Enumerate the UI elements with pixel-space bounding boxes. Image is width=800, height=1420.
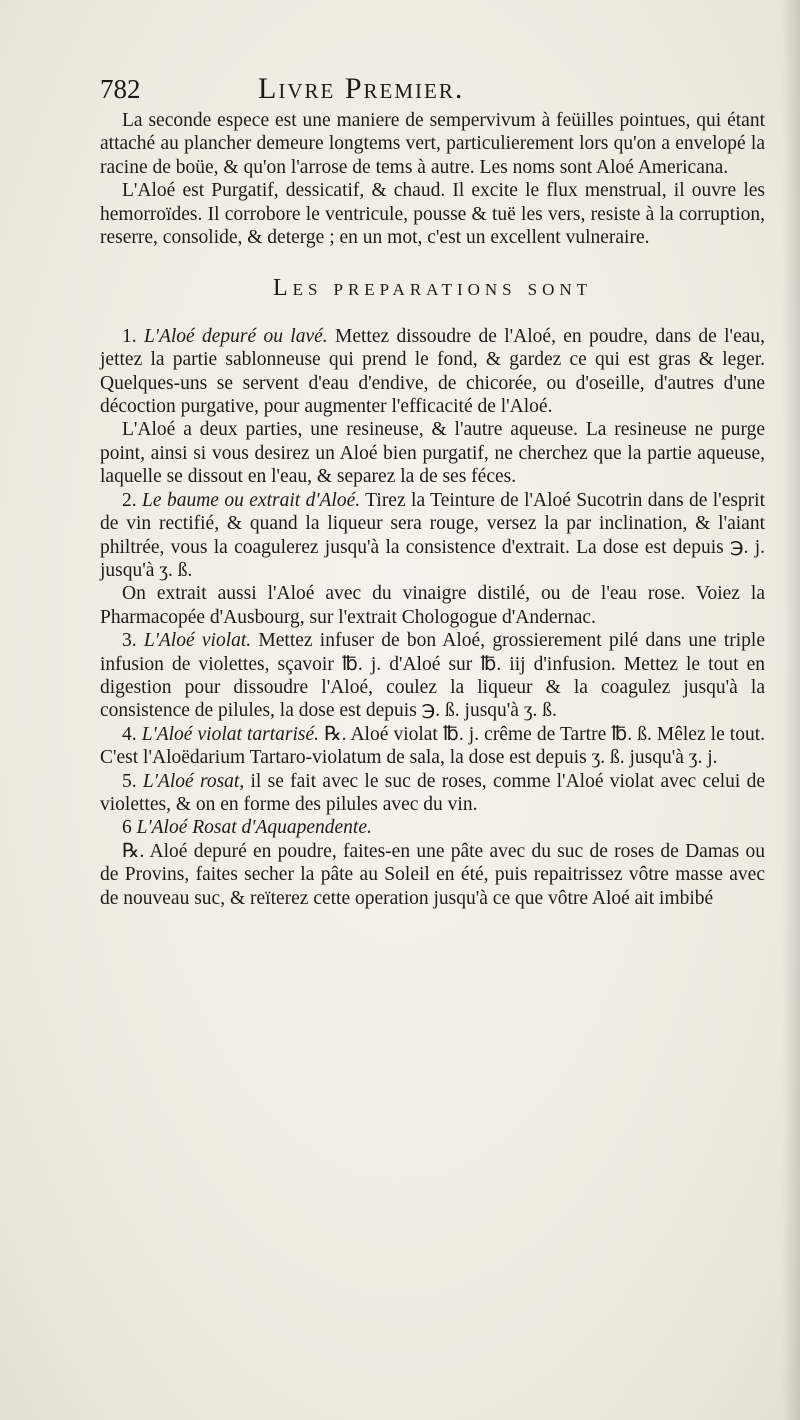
section-heading: Les preparations sont [272,275,593,302]
item-text: Tirez la Teinture de l'Aloé Sucotrin dans de l'esprit de vin rectifié, & quand la liqueur sera rouge, versez la par inclination, & l'aiant philtrée, vous la coagulerez jusqu'à la consistence d'extrait. La dose est depuis ℈. j. jusqu'à ʒ. ß. [100,489,766,581]
item-paragraph [100,489,765,583]
item-paragraph [100,816,765,839]
item-title: L'Aloé violat. [143,630,252,652]
page-edge-shadow [782,0,800,1420]
item-number: 6 [122,817,132,839]
item-text: ℞. Aloé violat ℔. j. crême de Tartre ℔. ß. Mêlez le tout. C'est l'Aloëdarium Tartaro-violatum de sala, la dose est depuis ʒ. ß. jusqu'à ʒ. j. [100,723,766,769]
item-paragraph [100,840,765,910]
item-text: Mettez infuser de bon Aloé, grossierement pilé dans une triple infusion de violettes, sçavoir ℔. j. d'Aloé sur ℔. iij d'infusion. Mettez le tout en digestion pour dissoudre l'Aloé, coulez la liqueur & la coagulez jusqu'à la consistence de pilules, la dose est depuis ℈. ß. jusqu'à ʒ. ß. [100,630,765,722]
item-title: L'Aloé depuré ou lavé. [143,325,328,347]
paragraph-properties: L'Aloé est Purgatif, dessicatif, & chaud. Il excite le flux menstrual, il ouvre les hemorroïdes. Il corrobore le ventricule, pousse & tuë les vers, resiste à la corruption, reserre, consolide, & deterge ; en un mot, c'est un excellent vulneraire. [100,180,765,249]
item-title: Le baume ou extrait d'Aloé. [142,489,361,511]
item-number: 4. [122,723,137,745]
running-title: Livre Premier. [258,72,465,105]
page-text [100,72,765,910]
item-text: On extrait aussi l'Aloé avec du vinaigre distilé, ou de l'eau rose. Voiez la Pharmacopée d'Ausbourg, sur l'extrait Chologogue d'Andernac. [100,583,765,628]
item-paragraph [100,418,765,488]
page-number: 782 [100,74,141,104]
paragraph-second-species: La seconde espece est une maniere de sempervivum à feüilles pointues, qui étant attaché au plancher demeure longtems vert, particulierement lors qu'on a envelopé la racine de boüe, & qu'on l'arrose de tems à autre. Les noms sont Aloé Americana. [100,110,765,178]
item-title: L'Aloé violat tartarisé. [141,723,320,745]
item-text: il se fait avec le suc de roses, comme l'Aloé violat avec celui de violettes, & on en forme des pilules avec du vin. [100,770,766,815]
item-number: 3. [122,630,137,652]
item-text: Mettez dissoudre de l'Aloé, en poudre, dans de l'eau, jettez la partie sablonneuse qui prend le fond, & gardez ce qui est gras & leger. Quelques-uns se servent d'eau d'endive, de chicorée, ou d'oseille, d'autres d'une décoction purgative, pour augmenter l'efficacité de l'Aloé. [100,325,766,418]
item-paragraph [100,770,765,817]
item-number: 5. [122,770,137,792]
item-title: L'Aloé rosat, [142,770,245,792]
page-header [100,72,765,106]
item-number: 2. [122,489,137,511]
item-paragraph [100,723,765,770]
item-text: L'Aloé a deux parties, une resineuse, & l'autre aqueuse. La resineuse ne purge point, ainsi si vous desirez un Aloé bien purgatif, ne cherchez que la partie aqueuse, laquelle se dissout en l'eau, & separez la de ses féces. [100,419,765,488]
item-number: 1. [122,325,137,347]
item-title: L'Aloé Rosat d'Aquapendente. [136,817,372,839]
item-text: ℞. Aloé depuré en poudre, faites-en une pâte avec du suc de roses de Damas ou de Provins, faites secher la pâte au Soleil en été, puis repaitrissez vôtre masse avec de nouveau suc, & reïterez cette operation jusqu'à ce que vôtre Aloé ait imbibé [100,840,765,909]
item-paragraph [100,582,765,629]
item-paragraph [100,629,765,723]
item-paragraph [100,325,765,419]
